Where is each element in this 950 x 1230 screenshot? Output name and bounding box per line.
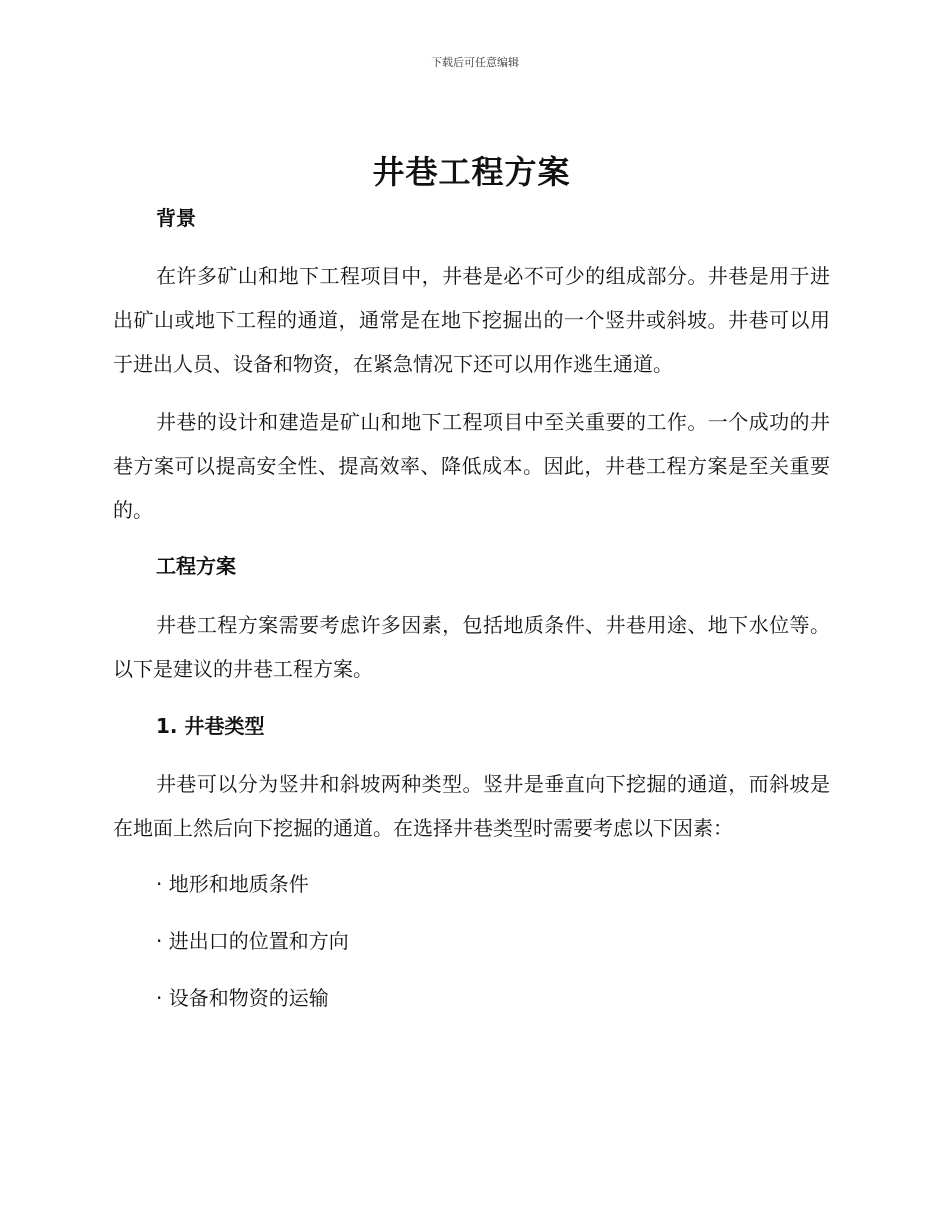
paragraph-background-2: 井巷的设计和建造是矿山和地下工程项目中至关重要的工作。一个成功的井巷方案可以提高安全性、提高效率、降低成本。因此，井巷工程方案是至关重要的。	[113, 410, 830, 522]
paragraph-types: 井巷可以分为竖井和斜坡两种类型。竖井是垂直向下挖掘的通道，而斜坡是在地面上然后向下挖掘的通道。在选择井巷类型时需要考虑以下因素：	[113, 772, 830, 840]
section-heading-plan: 工程方案	[156, 554, 236, 578]
document-body	[113, 148, 830, 1020]
document-title: 井巷工程方案	[372, 153, 571, 191]
list-item: · 进出口的位置和方向	[156, 929, 349, 953]
section-heading-types: 1. 井巷类型	[156, 714, 265, 738]
list-item: · 地形和地质条件	[156, 872, 309, 896]
section-heading-background: 背景	[156, 206, 196, 230]
page-header-note: 下载后可任意编辑	[431, 56, 519, 69]
list-item: · 设备和物资的运输	[156, 986, 329, 1010]
paragraph-plan: 井巷工程方案需要考虑许多因素，包括地质条件、井巷用途、地下水位等。以下是建议的井巷工程方案。	[113, 613, 830, 681]
paragraph-background-1: 在许多矿山和地下工程项目中，井巷是必不可少的组成部分。井巷是用于进出矿山或地下工程的通道，通常是在地下挖掘出的一个竖井或斜坡。井巷可以用于进出人员、设备和物资，在紧急情况下还可以用作逃生通道。	[113, 264, 830, 376]
